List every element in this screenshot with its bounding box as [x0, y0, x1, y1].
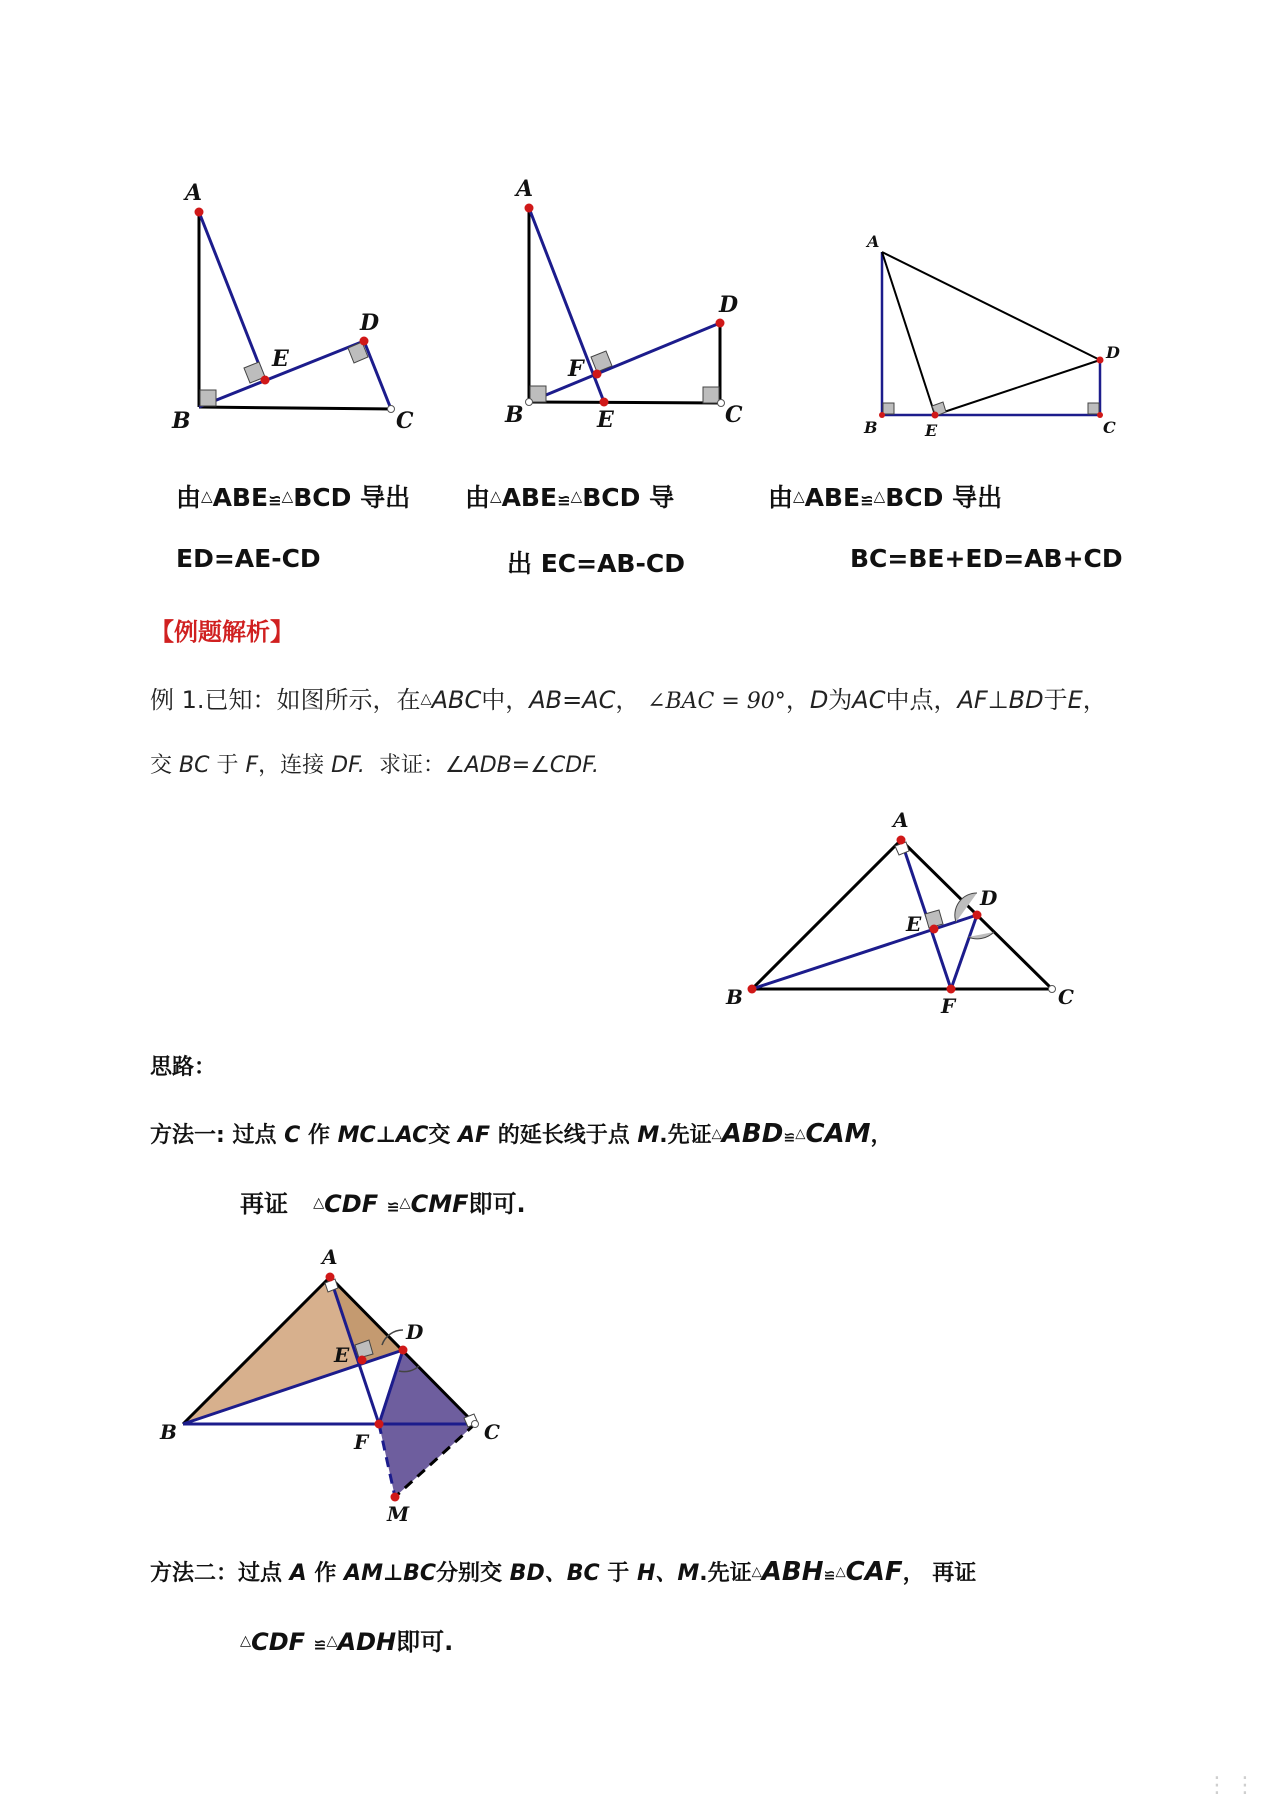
corner-watermark: ⋮⋮	[1206, 1773, 1262, 1798]
example-label-a: A	[893, 808, 909, 832]
example-label-c: C	[1058, 985, 1074, 1009]
caption-1-line2: ED=AE-CD	[176, 544, 321, 573]
fig2-label-c: C	[725, 402, 743, 428]
method-2-line-2: △CDF ≌△ADH即可.	[240, 1628, 454, 1656]
example-label-f: F	[941, 994, 956, 1018]
fig3-label-c: C	[1103, 418, 1116, 437]
method1-label-c: C	[484, 1420, 500, 1444]
caption-2-line1: 由△ABE≌△BCD 导	[465, 483, 675, 512]
fig3-label-d: D	[1106, 343, 1120, 362]
caption-2-line2: 出 EC=AB-CD	[507, 549, 685, 578]
fig3-label-a: A	[867, 232, 880, 251]
fig2-label-f: F	[568, 356, 584, 382]
fig2-label-e: E	[597, 407, 614, 433]
method1-label-a: A	[322, 1245, 338, 1269]
method1-label-m: M	[387, 1502, 410, 1526]
method-2-line-1: 方法二：过点 A 作 AM⊥BC分别交 BD、BC 于 H、M.先证△ABH≌△CAF， 再证	[150, 1557, 977, 1587]
caption-1-line1: 由△ABE≌△BCD 导出	[176, 483, 411, 512]
fig1-label-b: B	[172, 408, 191, 434]
method1-label-e: E	[334, 1343, 350, 1367]
fig1-label-e: E	[272, 346, 289, 372]
fig1-label-d: D	[360, 310, 380, 336]
example-label-d: D	[980, 886, 998, 910]
fig2-label-d: D	[719, 292, 739, 318]
example-line-1: 例 1.已知：如图所示，在△ABC中，AB=AC， ∠BAC = 90°，D为AC中点，AF⊥BD于E，	[150, 686, 1107, 714]
section-heading: 【例题解析】	[150, 618, 294, 646]
example-line-2: 交 BC 于 F，连接 DF. 求证：∠ADB=∠CDF.	[150, 753, 600, 778]
fig1-label-a: A	[185, 180, 203, 206]
method1-label-f: F	[354, 1430, 369, 1454]
fig2-label-a: A	[516, 176, 534, 202]
caption-3-line2: BC=BE+ED=AB+CD	[850, 544, 1123, 573]
method1-label-d: D	[406, 1320, 424, 1344]
method1-label-b: B	[160, 1420, 177, 1444]
fig1-label-c: C	[396, 408, 414, 434]
method-1-line-1: 方法一: 过点 C 作 MC⊥AC交 AF 的延长线于点 M.先证△ABD≌△CAM，	[150, 1119, 893, 1149]
thinking-label: 思路：	[150, 1055, 217, 1080]
fig3-label-e: E	[925, 421, 938, 440]
fig3-label-b: B	[864, 418, 878, 437]
fig2-label-b: B	[505, 402, 524, 428]
caption-3-line1: 由△ABE≌△BCD 导出	[768, 483, 1003, 512]
example-label-b: B	[726, 985, 743, 1009]
example-label-e: E	[906, 912, 922, 936]
method-1-line-2: 再证 △CDF ≌△CMF即可.	[240, 1190, 526, 1218]
